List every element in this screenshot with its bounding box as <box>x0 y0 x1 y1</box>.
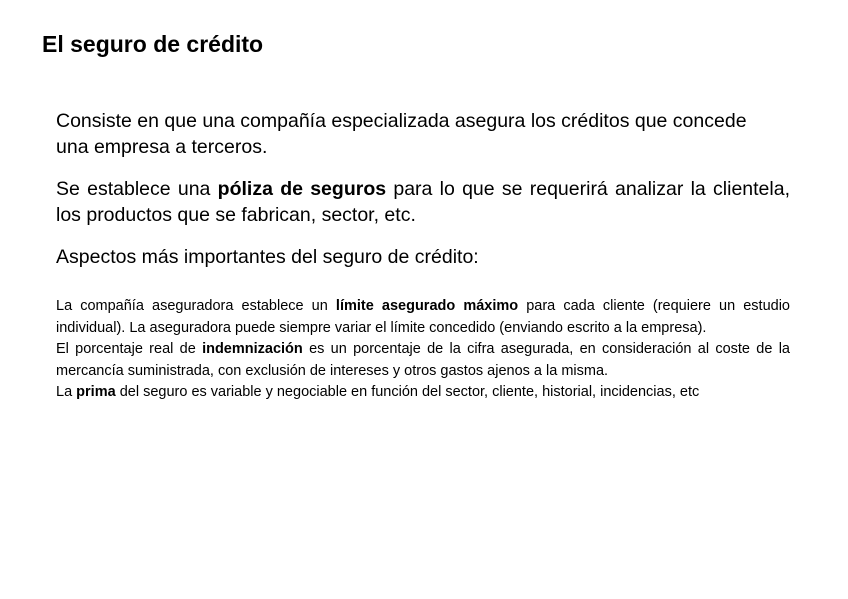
aspect-premium-paragraph <box>56 382 790 404</box>
aspect-indemnity-bold: indemnización <box>202 341 303 357</box>
aspect-premium-after: del seguro es variable y negociable en función del sector, cliente, historial, incidencias, etc <box>115 384 700 400</box>
aspect-limit-bold: límite asegurado máximo <box>335 298 519 314</box>
aspect-limit-after: para cada cliente (requiere un estudio individual). La aseguradora puede siempre variar el límite concedido (enviando escrito a la empresa). <box>56 298 790 336</box>
policy-text-after: para lo que se requerirá analizar la clientela, los productos que se fabrican, sector, etc. <box>56 178 791 226</box>
aspect-indemnity-after: es un porcentaje de la cifra asegurada, en consideración al coste de la mercancía suministrada, con exclusión de intereses y otros gastos ajenos a la misma. <box>56 341 790 379</box>
policy-paragraph <box>56 176 790 228</box>
aspect-premium-bold: prima <box>76 384 116 400</box>
aspect-premium-before: La <box>56 384 77 400</box>
definition-paragraph: Consiste en que una compañía especializada asegura los créditos que concede una empresa a terceros. <box>56 110 747 158</box>
policy-bold-term: póliza de seguros <box>217 178 387 200</box>
slide-title: El seguro de crédito <box>42 31 264 57</box>
aspect-indemnity-before: El porcentaje real de <box>56 341 203 357</box>
aspect-limit-paragraph <box>56 296 790 339</box>
policy-text-before: Se establece una <box>56 178 218 200</box>
slide-content <box>56 108 790 404</box>
aspect-indemnity-paragraph <box>56 339 790 382</box>
aspects-heading: Aspectos más importantes del seguro de crédito: <box>56 246 479 268</box>
aspect-limit-before: La compañía aseguradora establece un <box>56 298 336 314</box>
